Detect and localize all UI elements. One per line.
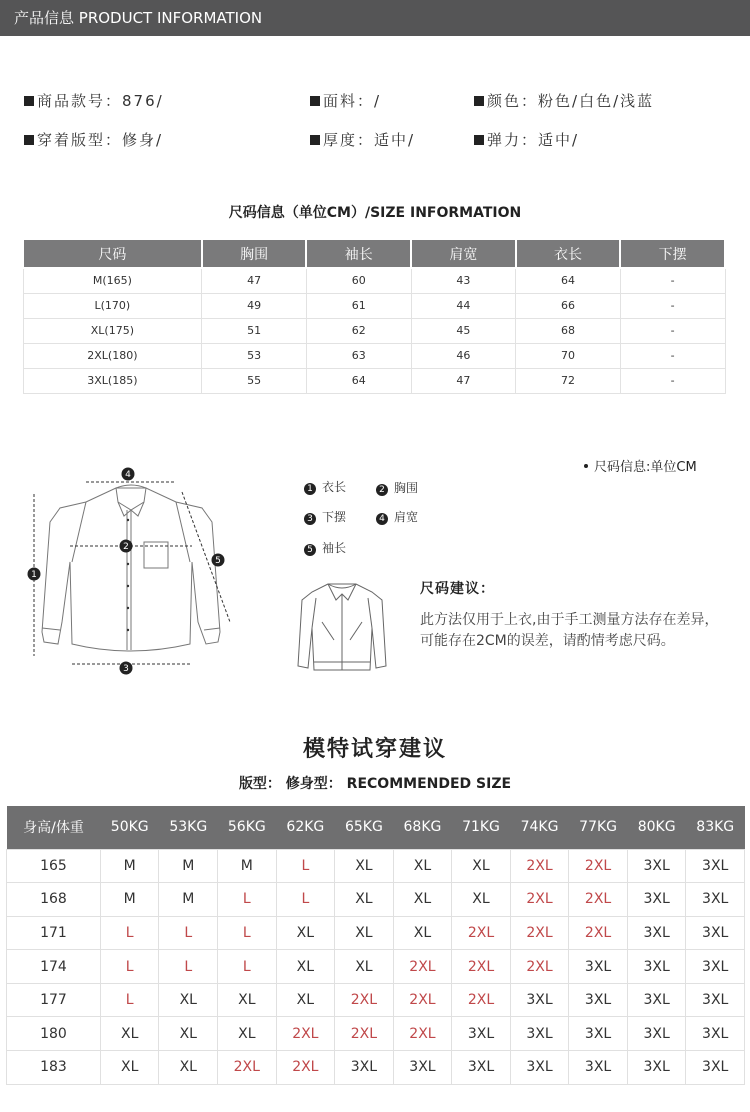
size-cell: 3XL (627, 950, 686, 984)
rec-header-cell: 身高/体重 (7, 806, 101, 849)
info-item-thickness (310, 129, 415, 150)
recommended-size-table (6, 806, 745, 1085)
size-header-cell: 肩宽 (411, 239, 516, 268)
model-fit-title: 模特试穿建议 (302, 737, 447, 762)
size-cell: XL (276, 916, 335, 950)
info-value: 适中/ (538, 131, 580, 149)
table-cell: 68 (516, 318, 621, 343)
size-cell: 2XL (452, 983, 511, 1017)
table-cell: - (620, 318, 725, 343)
size-cell: 3XL (569, 1017, 628, 1051)
rec-header-cell: 53KG (159, 806, 218, 849)
legend-number: 1 (304, 483, 316, 495)
unit-note (584, 456, 697, 475)
table-cell: 61 (306, 293, 411, 318)
size-cell: 3XL (686, 883, 745, 917)
info-label: 面料： (323, 92, 375, 110)
info-value: 修身/ (122, 131, 164, 149)
rec-header-cell: 50KG (100, 806, 159, 849)
size-cell: 2XL (452, 916, 511, 950)
table-cell: 3XL(185) (23, 368, 202, 393)
size-header-cell: 胸围 (202, 239, 307, 268)
bullet-square-icon (310, 135, 320, 145)
size-cell: XL (100, 1017, 159, 1051)
size-cell: XL (218, 1017, 277, 1051)
size-cell: 3XL (510, 1017, 569, 1051)
info-item-fabric (310, 90, 381, 111)
legend-item-sleeve (304, 539, 346, 556)
table-row (23, 343, 725, 368)
height-cell: 168 (7, 883, 101, 917)
table-cell: 46 (411, 343, 516, 368)
size-cell: XL (159, 1017, 218, 1051)
shirt-measurement-diagram (20, 462, 260, 678)
size-cell: 3XL (686, 849, 745, 883)
bullet-square-icon (24, 135, 34, 145)
height-cell: 171 (7, 916, 101, 950)
legend-label: 胸围 (394, 481, 419, 495)
size-cell: XL (100, 1051, 159, 1085)
size-cell: 3XL (627, 883, 686, 917)
table-cell: L(170) (23, 293, 202, 318)
size-cell: 2XL (510, 916, 569, 950)
size-cell: 2XL (218, 1051, 277, 1085)
rec-header-cell: 65KG (335, 806, 394, 849)
size-table (22, 238, 726, 394)
marker-5: 5 (215, 556, 221, 566)
size-cell: XL (393, 883, 452, 917)
size-cell: 3XL (686, 1051, 745, 1085)
size-cell: 3XL (627, 849, 686, 883)
size-cell: 3XL (627, 983, 686, 1017)
table-cell: 63 (306, 343, 411, 368)
legend-label: 袖长 (322, 541, 347, 555)
table-cell: - (620, 343, 725, 368)
section-header-product-info: 产品信息 PRODUCT INFORMATION (0, 0, 750, 36)
size-cell: 3XL (627, 1017, 686, 1051)
size-header-cell: 衣长 (516, 239, 621, 268)
info-item-style-no (24, 90, 164, 111)
bullet-square-icon (24, 96, 34, 106)
table-cell: - (620, 268, 725, 293)
size-cell: 3XL (569, 1051, 628, 1085)
marker-3: 3 (123, 664, 129, 674)
size-cell: XL (335, 916, 394, 950)
rec-header-cell: 71KG (452, 806, 511, 849)
info-value: 适中/ (374, 131, 416, 149)
size-cell: XL (335, 849, 394, 883)
size-cell: 2XL (335, 983, 394, 1017)
height-cell: 183 (7, 1051, 101, 1085)
size-cell: L (276, 849, 335, 883)
legend-number: 2 (376, 484, 388, 496)
size-cell: XL (452, 849, 511, 883)
info-item-color (474, 90, 654, 111)
size-cell: 2XL (276, 1017, 335, 1051)
table-row (7, 950, 745, 984)
info-label: 商品款号： (37, 92, 123, 110)
legend-item-hem (304, 508, 346, 525)
legend-number: 5 (304, 544, 316, 556)
size-cell: 3XL (686, 1017, 745, 1051)
table-cell: 62 (306, 318, 411, 343)
size-cell: M (100, 849, 159, 883)
size-cell: XL (276, 983, 335, 1017)
table-row (7, 849, 745, 883)
size-cell: 3XL (569, 950, 628, 984)
legend-item-length (304, 478, 346, 495)
table-row (7, 983, 745, 1017)
rec-header-cell: 56KG (218, 806, 277, 849)
unit-note-text: 尺码信息:单位CM (594, 460, 697, 475)
table-cell: 70 (516, 343, 621, 368)
size-cell: 2XL (393, 950, 452, 984)
table-cell: 43 (411, 268, 516, 293)
table-cell: 64 (306, 368, 411, 393)
height-cell: 177 (7, 983, 101, 1017)
size-cell: 2XL (510, 883, 569, 917)
table-cell: 47 (411, 368, 516, 393)
table-cell: - (620, 293, 725, 318)
size-cell: 3XL (510, 1051, 569, 1085)
marker-2: 2 (123, 542, 129, 552)
size-cell: XL (393, 916, 452, 950)
size-cell: 3XL (627, 916, 686, 950)
table-cell: - (620, 368, 725, 393)
info-label: 弹力： (487, 131, 539, 149)
legend-number: 3 (304, 513, 316, 525)
size-header-cell: 袖长 (306, 239, 411, 268)
bullet-square-icon (310, 96, 320, 106)
info-label: 颜色： (487, 92, 539, 110)
size-advice-text: 此方法仅用于上衣,由于手工测量方法存在差异，可能存在2CM的误差，请酌情考虑尺码。 (420, 612, 719, 649)
size-cell: M (159, 883, 218, 917)
size-cell: M (100, 883, 159, 917)
size-cell: 3XL (686, 983, 745, 1017)
size-cell: M (218, 849, 277, 883)
info-item-fit (24, 129, 163, 150)
size-info-title: 尺码信息（单位CM）/SIZE INFORMATION (228, 205, 522, 221)
size-cell: XL (218, 983, 277, 1017)
size-header-cell: 下摆 (620, 239, 725, 268)
size-cell: XL (393, 849, 452, 883)
info-value: 粉色/白色/浅蓝 (538, 92, 655, 110)
table-cell: 66 (516, 293, 621, 318)
size-cell: XL (335, 883, 394, 917)
model-fit-subtitle: 版型： 修身型： RECOMMENDED SIZE (238, 776, 512, 792)
size-advice-title: 尺码建议： (420, 581, 495, 597)
size-cell: 2XL (276, 1051, 335, 1085)
table-cell: 47 (202, 268, 307, 293)
rec-header-cell: 83KG (686, 806, 745, 849)
size-cell: L (218, 883, 277, 917)
size-cell: 2XL (510, 849, 569, 883)
info-label: 穿着版型： (37, 131, 123, 149)
size-cell: 2XL (452, 950, 511, 984)
table-row (7, 916, 745, 950)
bullet-square-icon (474, 96, 484, 106)
table-row (23, 293, 725, 318)
table-cell: 72 (516, 368, 621, 393)
size-cell: L (218, 950, 277, 984)
table-cell: 45 (411, 318, 516, 343)
table-cell: 2XL(180) (23, 343, 202, 368)
size-cell: 3XL (686, 950, 745, 984)
info-item-elasticity (474, 129, 579, 150)
marker-4: 4 (125, 470, 131, 480)
size-cell: 2XL (393, 1017, 452, 1051)
marker-1: 1 (31, 570, 37, 580)
rec-header-cell: 62KG (276, 806, 335, 849)
table-cell: 44 (411, 293, 516, 318)
table-cell: XL(175) (23, 318, 202, 343)
size-table-header (23, 239, 725, 268)
legend-item-chest (376, 479, 418, 496)
size-cell: L (100, 950, 159, 984)
table-cell: 64 (516, 268, 621, 293)
table-row (23, 368, 725, 393)
jacket-sketch-icon (292, 578, 392, 674)
info-value: / (374, 92, 382, 110)
size-cell: XL (159, 983, 218, 1017)
size-cell: 2XL (569, 916, 628, 950)
legend-item-shoulder (376, 508, 418, 525)
size-cell: 3XL (452, 1051, 511, 1085)
table-cell: 53 (202, 343, 307, 368)
table-row (23, 268, 725, 293)
table-cell: 60 (306, 268, 411, 293)
table-cell: M(165) (23, 268, 202, 293)
table-row (7, 1017, 745, 1051)
size-header-cell: 尺码 (23, 239, 202, 268)
height-cell: 180 (7, 1017, 101, 1051)
size-cell: XL (276, 950, 335, 984)
legend-label: 下摆 (322, 510, 347, 524)
size-cell: 3XL (686, 916, 745, 950)
table-cell: 49 (202, 293, 307, 318)
size-cell: L (218, 916, 277, 950)
size-cell: 3XL (627, 1051, 686, 1085)
recommended-size-header (7, 806, 745, 849)
bullet-dot-icon (584, 464, 588, 468)
size-cell: L (159, 950, 218, 984)
size-cell: 2XL (569, 849, 628, 883)
size-cell: L (100, 983, 159, 1017)
rec-header-cell: 80KG (627, 806, 686, 849)
table-row (7, 1051, 745, 1085)
height-cell: 165 (7, 849, 101, 883)
size-cell: 3XL (569, 983, 628, 1017)
size-cell: 3XL (393, 1051, 452, 1085)
legend-label: 肩宽 (394, 510, 419, 524)
info-value: 876/ (122, 92, 164, 110)
size-cell: L (100, 916, 159, 950)
legend-number: 4 (376, 513, 388, 525)
rec-header-cell: 77KG (569, 806, 628, 849)
size-cell: M (159, 849, 218, 883)
rec-header-cell: 74KG (510, 806, 569, 849)
table-row (7, 883, 745, 917)
size-cell: 2XL (335, 1017, 394, 1051)
size-cell: L (276, 883, 335, 917)
table-row (23, 318, 725, 343)
height-cell: 174 (7, 950, 101, 984)
legend-label: 衣长 (322, 480, 347, 494)
rec-header-cell: 68KG (393, 806, 452, 849)
size-cell: XL (159, 1051, 218, 1085)
size-cell: 3XL (335, 1051, 394, 1085)
table-cell: 55 (202, 368, 307, 393)
size-cell: 3XL (510, 983, 569, 1017)
size-cell: XL (335, 950, 394, 984)
bullet-square-icon (474, 135, 484, 145)
info-label: 厚度： (323, 131, 375, 149)
size-cell: 2XL (510, 950, 569, 984)
size-cell: 3XL (452, 1017, 511, 1051)
size-cell: 2XL (393, 983, 452, 1017)
size-cell: L (159, 916, 218, 950)
size-cell: 2XL (569, 883, 628, 917)
table-cell: 51 (202, 318, 307, 343)
size-cell: XL (452, 883, 511, 917)
